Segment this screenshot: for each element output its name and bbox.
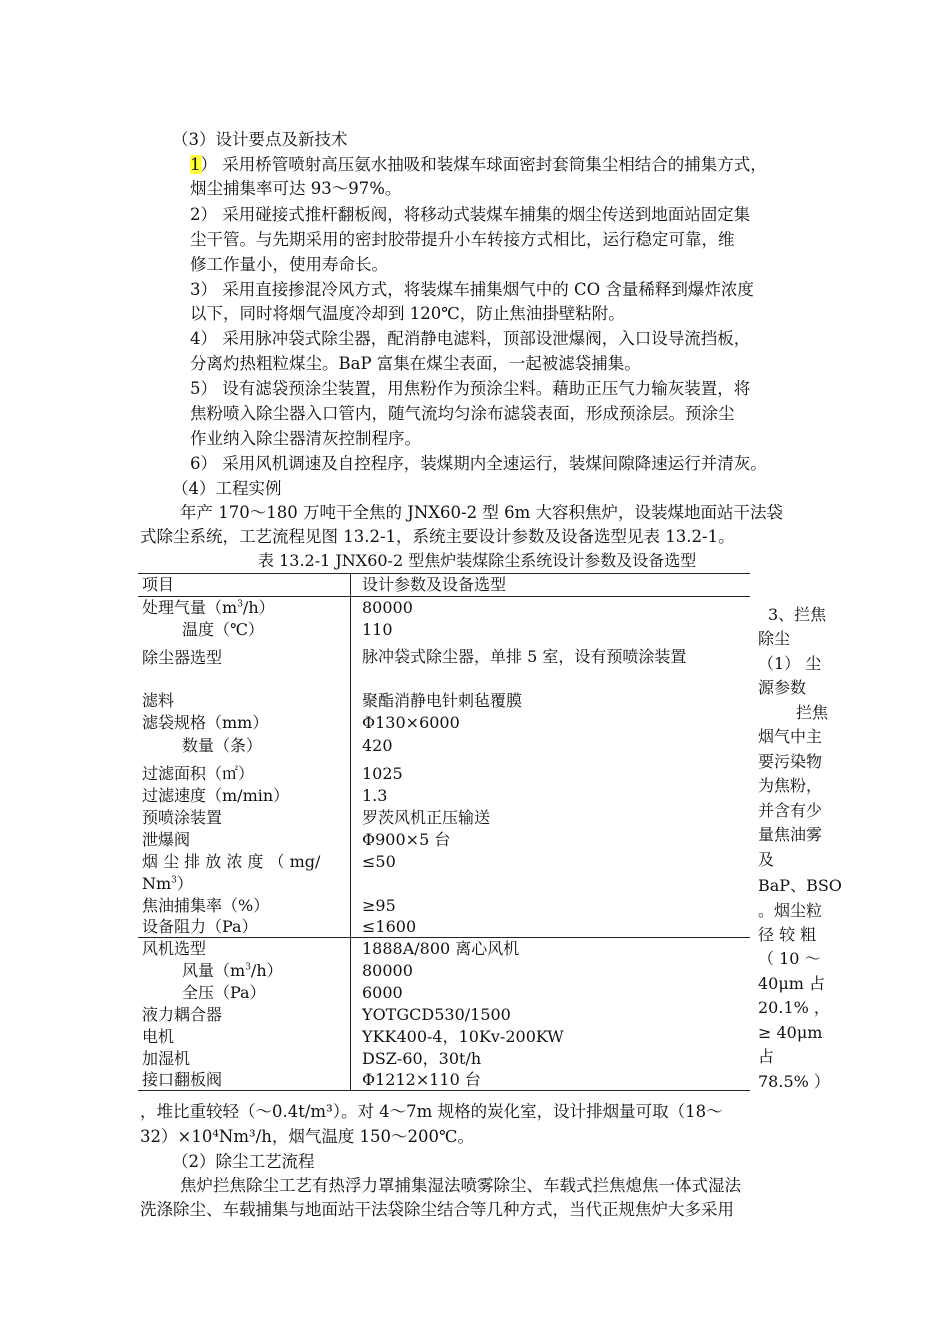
process-line-1: 焦炉拦焦除尘工艺有热浮力罩捕集湿法喷雾除尘、车载式拦焦熄焦一体式湿法: [180, 1176, 741, 1195]
point-4-line-2: 分离灼热粗粒煤尘。BaP 富集在煤尘表面，一起被滤袋捕集。: [190, 354, 641, 373]
table-row-item: 预喷涂装置: [142, 808, 223, 827]
table-row-value: 聚酯消静电针刺毡覆膜: [362, 691, 523, 710]
table-row-item: 滤袋规格（mm）: [142, 713, 269, 732]
table-row-value: ≥95: [362, 896, 396, 915]
table-row-value: 脉冲袋式除尘器，单排 5 室，设有预喷涂装置: [362, 647, 687, 666]
table-row-value: Φ900×5 台: [362, 830, 451, 849]
side-text-line: 占: [758, 1047, 775, 1066]
table-header-value: 设计参数及设备选型: [362, 575, 507, 594]
side-text-line: 78.5% ）: [758, 1072, 830, 1091]
side-text-line: 烟气中主: [758, 727, 823, 746]
side-text-line: ≥ 40μm: [758, 1023, 823, 1042]
example-line-2: 式除尘系统，工艺流程见图 13.2-1，系统主要设计参数及设备选型见表 13.2-1。: [140, 527, 735, 546]
side-text-line: 除尘: [758, 629, 791, 648]
side-text-line: 量焦油雾: [758, 825, 823, 844]
side-text-line: 为焦粉，: [758, 776, 823, 795]
table-row-item: 过滤速度（m/min）: [142, 786, 290, 805]
table-row-value: 1.3: [362, 786, 388, 805]
table-row-item: 滤料: [142, 691, 175, 710]
point-2-line-2: 尘干管。与先期采用的密封胶带提升小车转接方式相比，运行稳定可靠，维: [190, 230, 735, 249]
side-text-line: 3、拦焦: [768, 605, 827, 624]
point-6-line-1: 6） 采用风机调速及自控程序，装煤期内全速运行，装煤间隙降速运行并清灰。: [190, 454, 767, 473]
side-text-line: （ 10 ～: [758, 949, 821, 968]
side-text-line: 并含有少: [758, 801, 823, 820]
table-row-item: 处理气量$(m^3/h)$: [142, 598, 275, 617]
example-heading: （4）工程实例: [172, 479, 282, 498]
side-text-line: 及: [758, 850, 775, 869]
table-row-value: 80000: [362, 598, 413, 617]
params-table: [138, 573, 750, 1091]
side-text-line: 。烟尘粒: [758, 901, 823, 920]
table-row-item: 过滤面积（㎡）: [142, 764, 255, 783]
process-heading: （2）除尘工艺流程: [172, 1152, 315, 1171]
table-row-value: 6000: [362, 983, 403, 1002]
side-text-line: 径 较 粗: [758, 925, 817, 944]
table-row-item: 设备阻力（Pa）: [142, 917, 258, 936]
point-5-number: 5: [190, 379, 201, 398]
example-line-1: 年产 170～180 万吨干全焦的 JNX60-2 型 6m 大容积焦炉，设装煤地面站干法袋: [180, 503, 783, 522]
table-caption: 表 13.2-1 JNX60-2 型焦炉装煤除尘系统设计参数及设备选型: [258, 551, 697, 570]
table-row-value: ≤1600: [362, 917, 417, 936]
point-1-number: 1: [190, 155, 201, 174]
point-1-line-2: 烟尘捕集率可达 93～97%。: [190, 179, 402, 198]
table-row-item: 烟 尘 排 放 浓 度 （ mg/ Nm$^3$）: [142, 852, 321, 893]
table-row-item: 电机: [142, 1027, 175, 1046]
table-row-value: 80000: [362, 961, 413, 980]
table-row-item: 接口翻板阀: [142, 1070, 223, 1089]
point-4-line-1: 4） 采用脉冲袋式除尘器，配消静电滤料，顶部设泄爆阀，入口设导流挡板，: [190, 329, 751, 348]
table-row-item: 温度（℃）: [182, 620, 264, 639]
point-2-line-1: 2） 采用碰接式推杆翻板阀，将移动式装煤车捕集的烟尘传送到地面站固定集: [190, 205, 751, 224]
point-6-number: 6: [190, 454, 201, 473]
side-text-line: 20.1% ，: [758, 998, 830, 1017]
table-row-item: 液力耦合器: [142, 1005, 223, 1024]
table-row-value: 1025: [362, 764, 403, 783]
table-row-value: Φ1212×110 台: [362, 1070, 481, 1089]
table-row-value: 420: [362, 736, 393, 755]
table-header-item: 项目: [142, 575, 175, 594]
table-row-value: 罗茨风机正压输送: [362, 808, 491, 827]
table-row-item: 焦油捕集率（%）: [142, 896, 270, 915]
table-row-value: 1888A/800 离心风机: [362, 939, 520, 958]
point-3-number: 3: [190, 280, 201, 299]
section-heading: （3）设计要点及新技术: [172, 130, 348, 149]
side-text-line: 源参数: [758, 678, 807, 697]
table-row-item: 风机选型: [142, 939, 207, 958]
side-text-line: BaP、BSO: [758, 876, 842, 895]
after-line-2: 32）×10⁴Nm³/h，烟气温度 150～200℃。: [140, 1127, 475, 1146]
point-3-line-1: 3） 采用直接掺混冷风方式，将装煤车捕集烟气中的 CO 含量稀释到爆炸浓度: [190, 280, 754, 299]
side-text-line: （1） 尘: [758, 654, 822, 673]
after-line-1: ，堆比重较轻（～0.4t/m³）。对 4～7m 规格的炭化室，设计排烟量可取（18～: [140, 1102, 723, 1121]
table-row-value: ≤50: [362, 852, 396, 871]
table-row-item: 除尘器选型: [142, 648, 223, 667]
table-row-item: 风量$(m^3/h)$: [182, 961, 283, 980]
table-row-value: Φ130×6000: [362, 713, 460, 732]
table-row-item: 数量（条）: [182, 736, 263, 755]
process-line-2: 洗涤除尘、车载捕集与地面站干法袋除尘结合等几种方式，当代正规焦炉大多采用: [140, 1200, 734, 1219]
table-row-item: 加湿机: [142, 1049, 191, 1068]
table-row-value: YOTGCD530/1500: [362, 1005, 511, 1024]
side-text-line: 40μm 占: [758, 974, 826, 993]
point-3-line-2: 以下，同时将烟气温度冷却到 120℃，防止焦油掛壁粘附。: [190, 304, 625, 323]
point-5-line-3: 作业纳入除尘器清灰控制程序。: [190, 429, 421, 448]
table-row-value: DSZ-60，30t/h: [362, 1049, 482, 1068]
table-row-item: 泄爆阀: [142, 830, 191, 849]
point-1-line-1: 1） 采用桥管喷射高压氨水抽吸和装煤车球面密封套筒集尘相结合的捕集方式，: [190, 155, 767, 174]
table-row-value: YKK400-4，10Kv-200KW: [362, 1027, 564, 1046]
point-2-number: 2: [190, 205, 201, 224]
side-text-line: 拦焦: [796, 703, 829, 722]
point-5-line-2: 焦粉喷入除尘器入口管内，随气流均匀涂布滤袋表面，形成预涂层。预涂尘: [190, 404, 735, 423]
point-4-number: 4: [190, 329, 201, 348]
side-text-line: 要污染物: [758, 752, 823, 771]
point-5-line-1: 5） 设有滤袋预涂尘装置，用焦粉作为预涂尘料。藉助正压气力输灰装置，将: [190, 379, 751, 398]
table-row-value: 110: [362, 620, 393, 639]
point-2-line-3: 修工作量小，使用寿命长。: [190, 255, 388, 274]
table-row-item: 全压（Pa）: [182, 983, 266, 1002]
table-divider: [350, 573, 351, 1091]
